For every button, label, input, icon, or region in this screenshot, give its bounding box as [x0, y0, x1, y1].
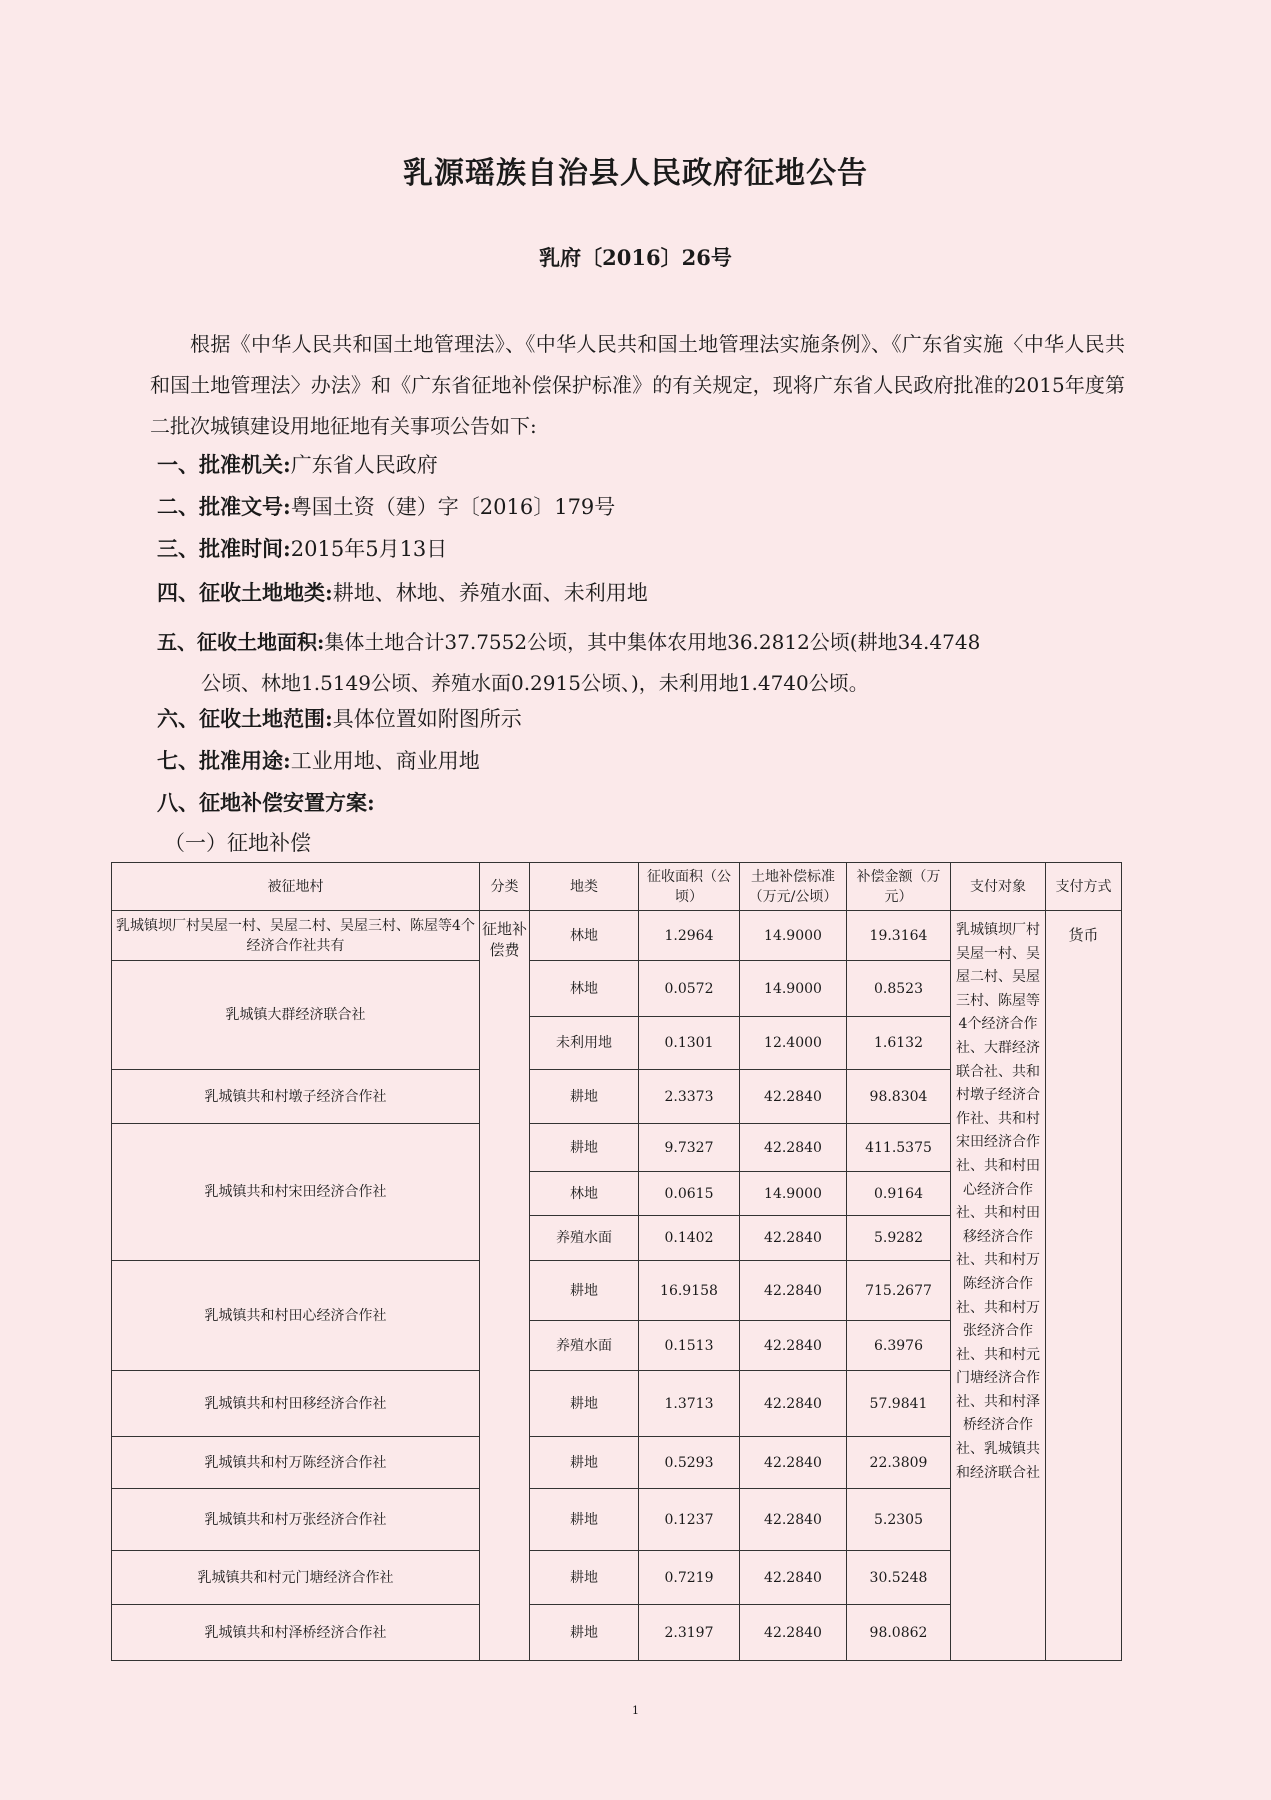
- amount-cell: 411.5375: [847, 1124, 951, 1172]
- village-cell: 乳城镇共和村元门塘经济合作社: [112, 1551, 480, 1605]
- land-type-cell: 养殖水面: [530, 1216, 639, 1261]
- area-cell: 0.5293: [639, 1437, 740, 1489]
- header-standard: 土地补偿标准（万元/公顷）: [740, 863, 847, 911]
- item-approval-authority: 一、批准机关:广东省人民政府: [157, 452, 438, 477]
- standard-cell: 42.2840: [740, 1124, 847, 1172]
- amount-cell: 22.3809: [847, 1437, 951, 1489]
- standard-cell: 14.9000: [740, 911, 847, 961]
- item-land-scope: 六、征收土地范围:具体位置如附图所示: [157, 706, 522, 731]
- item-land-area: 五、征收土地面积:集体土地合计37.7552公顷，其中集体农用地36.2812公顷(耕地34.4748 公顷、林地1.5149公顷、养殖水面0.2915公顷、)，未利用地1.4740公顷。: [157, 630, 981, 695]
- amount-cell: 6.3976: [847, 1321, 951, 1371]
- land-type-cell: 耕地: [530, 1070, 639, 1124]
- village-cell: 乳城镇坝厂村吴屋一村、吴屋二村、吴屋三村、陈屋等4个经济合作社共有: [112, 911, 480, 961]
- item-compensation-plan: 八、征地补偿安置方案:: [157, 790, 375, 815]
- land-type-cell: 耕地: [530, 1437, 639, 1489]
- amount-cell: 57.9841: [847, 1371, 951, 1437]
- page-title: 乳源瑶族自治县人民政府征地公告: [403, 156, 868, 191]
- standard-cell: 42.2840: [740, 1489, 847, 1551]
- intro-paragraph: 根据《中华人民共和国土地管理法》、《中华人民共和国土地管理法实施条例》、《广东省实施〈中华人民共和国土地管理法〉办法》和《广东省征地补偿保护标准》的有关规定，现将广东省人民政府批准的2015年度第二批次城镇建设用地征地有关事项公告如下:: [150, 332, 1125, 438]
- standard-cell: 42.2840: [740, 1437, 847, 1489]
- area-cell: 0.0615: [639, 1172, 740, 1216]
- item-approval-number: 二、批准文号:粤国土资（建）字〔2016〕179号: [157, 494, 616, 519]
- standard-cell: 14.9000: [740, 1172, 847, 1216]
- area-cell: 9.7327: [639, 1124, 740, 1172]
- standard-cell: 42.2840: [740, 1605, 847, 1661]
- standard-cell: 42.2840: [740, 1321, 847, 1371]
- area-cell: 1.3713: [639, 1371, 740, 1437]
- amount-cell: 98.0862: [847, 1605, 951, 1661]
- standard-cell: 14.9000: [740, 961, 847, 1017]
- area-cell: 0.1301: [639, 1017, 740, 1070]
- land-type-cell: 耕地: [530, 1605, 639, 1661]
- land-type-cell: 耕地: [530, 1551, 639, 1605]
- payment-method-cell: 货币: [1046, 911, 1122, 1661]
- land-type-cell: 养殖水面: [530, 1321, 639, 1371]
- village-cell: 乳城镇共和村田移经济合作社: [112, 1371, 480, 1437]
- header-category: 分类: [480, 863, 530, 911]
- compensation-table: [111, 862, 1122, 1661]
- item-approved-use: 七、批准用途:工业用地、商业用地: [157, 748, 480, 773]
- standard-cell: 42.2840: [740, 1216, 847, 1261]
- header-payee: 支付对象: [951, 863, 1046, 911]
- amount-cell: 98.8304: [847, 1070, 951, 1124]
- header-method: 支付方式: [1046, 863, 1122, 911]
- standard-cell: 42.2840: [740, 1551, 847, 1605]
- amount-cell: 715.2677: [847, 1261, 951, 1321]
- amount-cell: 19.3164: [847, 911, 951, 961]
- area-cell: 0.1237: [639, 1489, 740, 1551]
- land-type-cell: 耕地: [530, 1261, 639, 1321]
- standard-cell: 42.2840: [740, 1261, 847, 1321]
- area-cell: 0.0572: [639, 961, 740, 1017]
- amount-cell: 5.2305: [847, 1489, 951, 1551]
- village-cell: 乳城镇共和村万陈经济合作社: [112, 1437, 480, 1489]
- land-type-cell: 耕地: [530, 1124, 639, 1172]
- village-cell: 乳城镇共和村宋田经济合作社: [112, 1124, 480, 1261]
- standard-cell: 12.4000: [740, 1017, 847, 1070]
- area-cell: 0.7219: [639, 1551, 740, 1605]
- village-cell: 乳城镇共和村墩子经济合作社: [112, 1070, 480, 1124]
- item-land-types: 四、征收土地地类:耕地、林地、养殖水面、未利用地: [157, 580, 648, 605]
- table-header-row: [112, 863, 1122, 911]
- standard-cell: 42.2840: [740, 1371, 847, 1437]
- header-land-type: 地类: [530, 863, 639, 911]
- land-type-cell: 林地: [530, 961, 639, 1017]
- amount-cell: 1.6132: [847, 1017, 951, 1070]
- area-cell: 2.3373: [639, 1070, 740, 1124]
- amount-cell: 0.8523: [847, 961, 951, 1017]
- land-type-cell: 耕地: [530, 1489, 639, 1551]
- standard-cell: 42.2840: [740, 1070, 847, 1124]
- header-amount: 补偿金额（万元）: [847, 863, 951, 911]
- page-number: 1: [632, 1704, 639, 1717]
- area-cell: 2.3197: [639, 1605, 740, 1661]
- amount-cell: 0.9164: [847, 1172, 951, 1216]
- subsection-title: （一）征地补偿: [164, 831, 311, 855]
- village-cell: 乳城镇大群经济联合社: [112, 961, 480, 1070]
- land-type-cell: 林地: [530, 1172, 639, 1216]
- amount-cell: 5.9282: [847, 1216, 951, 1261]
- land-type-cell: 未利用地: [530, 1017, 639, 1070]
- table-row: [112, 911, 1122, 961]
- village-cell: 乳城镇共和村万张经济合作社: [112, 1489, 480, 1551]
- area-cell: 0.1513: [639, 1321, 740, 1371]
- village-cell: 乳城镇共和村田心经济合作社: [112, 1261, 480, 1371]
- header-area: 征收面积（公顷）: [639, 863, 740, 911]
- village-cell: 乳城镇共和村泽桥经济合作社: [112, 1605, 480, 1661]
- land-type-cell: 耕地: [530, 1371, 639, 1437]
- payee-cell: 乳城镇坝厂村吴屋一村、吴屋二村、吴屋三村、陈屋等4个经济合作社、大群经济联合社、共和村墩子经济合作社、共和村宋田经济合作社、共和村田心经济合作社、共和村田移经济合作社、共和村万陈经济合作社、共和村万张经济合作社、共和村元门塘经济合作社、共和村泽桥经济合作社、乳城镇共和经济联合社: [951, 911, 1046, 1661]
- item-approval-date: 三、批准时间:2015年5月13日: [157, 536, 448, 561]
- header-village: 被征地村: [112, 863, 480, 911]
- area-cell: 16.9158: [639, 1261, 740, 1321]
- area-cell: 0.1402: [639, 1216, 740, 1261]
- document-number: 乳府〔2016〕26号: [539, 245, 732, 270]
- area-cell: 1.2964: [639, 911, 740, 961]
- land-type-cell: 林地: [530, 911, 639, 961]
- amount-cell: 30.5248: [847, 1551, 951, 1605]
- category-cell: 征地补偿费: [480, 911, 530, 1661]
